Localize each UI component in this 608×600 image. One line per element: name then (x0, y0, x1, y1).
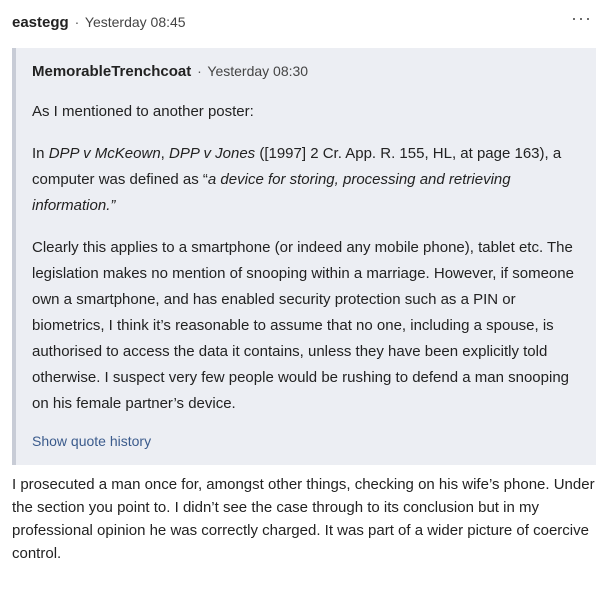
quote-text: ([1997] 2 Cr. App. R. 155, HL, at page 163), a computer was defined as “ (32, 145, 562, 188)
reply-text: I prosecuted a man once for, amongst other things, checking on his wife’s phone. Under the section you point to. I didn’t see the case through to its conclusion but in my professional opinion he was correctly charged. It was part of a wider picture of coercive control. (12, 476, 595, 562)
show-quote-history-link[interactable]: Show quote history (32, 433, 152, 449)
quote-header (32, 60, 582, 83)
quote-author-link[interactable]: MemorableTrenchcoat (32, 63, 192, 80)
quote-timestamp: Yesterday 08:30 (207, 63, 309, 79)
computer-definition: a device for storing, processing and retrieving information.” (32, 171, 511, 214)
quote-text: , (160, 145, 170, 162)
case-name-mckeown: DPP v McKeown (48, 145, 161, 162)
quote-header-separator: · (197, 63, 202, 79)
more-options-icon[interactable]: ··· (571, 8, 592, 28)
header-separator: · (74, 14, 80, 30)
quote-block (12, 48, 596, 465)
quote-paragraph-1: As I mentioned to another poster: (32, 103, 254, 120)
case-name-jones: DPP v Jones (169, 145, 256, 162)
post-timestamp[interactable]: Yesterday 08:45 (84, 14, 186, 30)
quote-paragraph-2 (32, 141, 582, 219)
post-author-link[interactable]: eastegg (12, 14, 69, 31)
quote-text: In (32, 145, 49, 162)
post (12, 0, 596, 565)
quote-paragraph-3: Clearly this applies to a smartphone (or indeed any mobile phone), tablet etc. The legislation makes no mention of snooping within a marriage. However, if someone own a smartphone, and has enabled security protection such as a PIN or biometrics, I think it’s reasonable to assume that no one, including a spouse, is authorised to access the data it contains, unless they have been explicitly told otherwise. I suspect very few people would be rushing to defend a man snooping on his female partner’s device. (32, 239, 574, 412)
post-header (12, 0, 596, 44)
